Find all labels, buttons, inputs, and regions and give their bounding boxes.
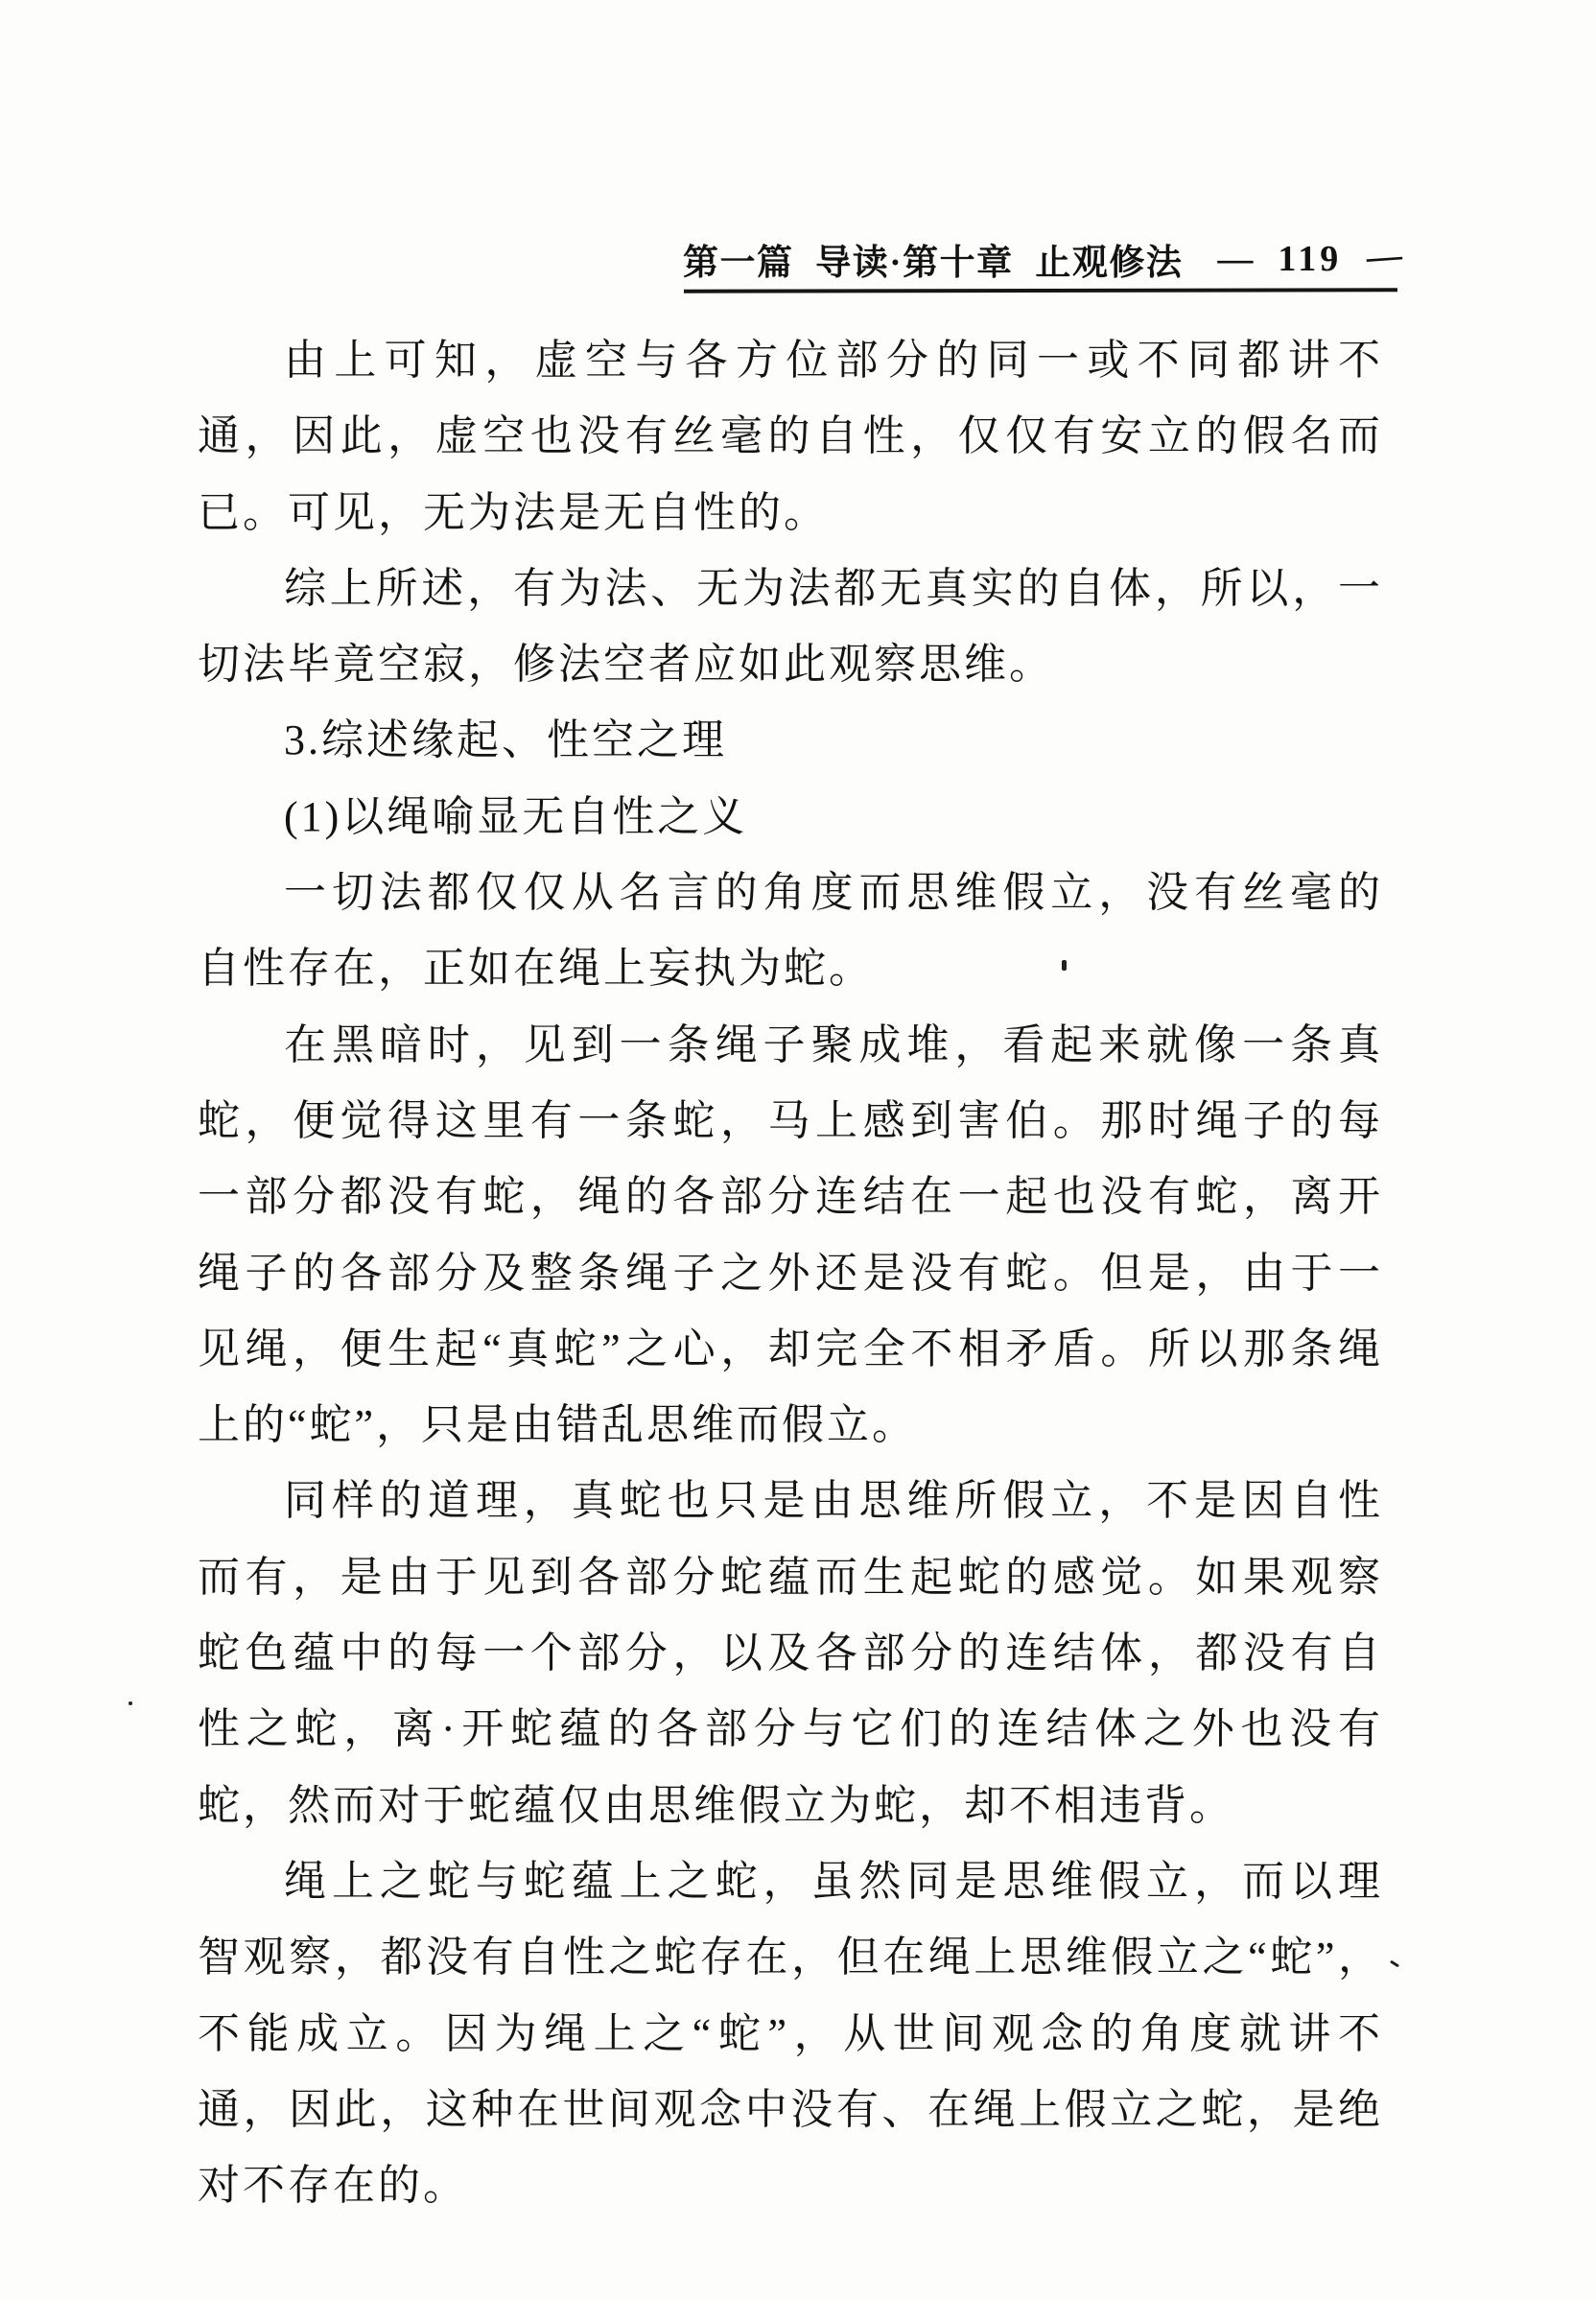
page-number-dash-right: — — [1365, 235, 1404, 277]
text-line: 性之蛇，离·开蛇蕴的各部分与它们的连结体之外也没有 — [198, 1705, 1380, 1753]
chapter-title: 第一篇 导读·第十章 止观修法 — [683, 244, 1184, 283]
scan-speck — [1062, 960, 1067, 971]
subsection-heading: (1)以绳喻显无自性之义 — [284, 792, 748, 840]
text-line: 蛇，然而对于蛇蕴仅由思维假立为蛇，却不相违背。 — [198, 1781, 1234, 1829]
text-line: 蛇，便觉得这里有一条蛇，马上感到害伯。那时绳子的每 — [198, 1096, 1380, 1144]
scan-speck — [1390, 1960, 1399, 1968]
text-line: 通，因此，虚空也没有丝毫的自性，仅仅有安立的假名而 — [198, 412, 1380, 460]
text-line: 对不存在的。 — [198, 2162, 468, 2210]
text-line: 蛇色蕴中的每一个部分，以及各部分的连结体，都没有自 — [198, 1630, 1380, 1677]
text-line: 一部分都没有蛇，绳的各部分连结在一起也没有蛇，离开 — [198, 1173, 1380, 1221]
page-number-group — [1217, 235, 1404, 280]
text-line: 绳上之蛇与蛇蕴上之蛇，虽然同是思维假立，而以理 — [284, 1857, 1380, 1905]
text-line: 由上可知，虚空与各方位部分的同一或不同都讲不 — [284, 337, 1380, 384]
text-line: 上的“蛇”，只是由错乱思维而假立。 — [198, 1401, 918, 1449]
page-number: 119 — [1278, 239, 1343, 279]
text-line: 切法毕竟空寂，修法空者应如此观察思维。 — [198, 641, 1054, 689]
text-line: 见绳，便生起“真蛇”之心，却完全不相矛盾。所以那条绳 — [198, 1325, 1380, 1372]
text-line: 不能成立。因为绳上之“蛇”，从世间观念的角度就讲不 — [198, 2009, 1380, 2057]
text-line: 已。可见，无为法是无自性的。 — [198, 488, 829, 536]
text-line: 一切法都仅仅从名言的角度而思维假立，没有丝毫的 — [284, 869, 1380, 917]
header-rule — [684, 288, 1397, 293]
scan-speck — [129, 1701, 132, 1705]
text-line: 同样的道理，真蛇也只是由思维所假立，不是因自性 — [284, 1477, 1380, 1525]
section-heading: 3.综述缘起、性空之理 — [284, 716, 727, 764]
text-line: 综上所述，有为法、无为法都无真实的自体，所以，一 — [284, 564, 1380, 612]
page-body — [198, 322, 1380, 2223]
text-line: 而有，是由于见到各部分蛇蕴而生起蛇的感觉。如果观察 — [198, 1553, 1380, 1601]
page-number-dash-left: — — [1217, 239, 1254, 279]
text-line: 通，因此，这种在世间观念中没有、在绳上假立之蛇，是绝 — [198, 2085, 1380, 2133]
running-head — [683, 233, 1404, 285]
text-line: 自性存在，正如在绳上妄执为蛇。 — [198, 945, 874, 993]
text-line: 绳子的各部分及整条绳子之外还是没有蛇。但是，由于一 — [198, 1249, 1380, 1297]
text-line: 智观察，都没有自性之蛇存在，但在绳上思维假立之“蛇”， — [198, 1934, 1380, 1981]
text-line: 在黑暗时，见到一条绳子聚成堆，看起来就像一条真 — [284, 1020, 1380, 1068]
